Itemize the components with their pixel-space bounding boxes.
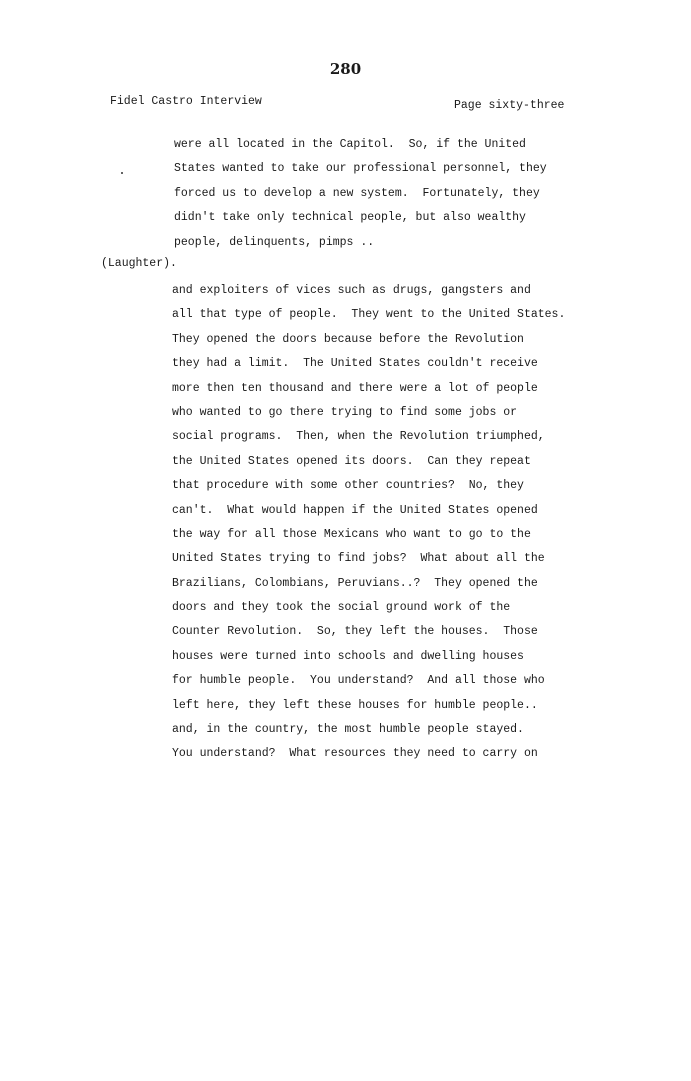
text-line: can't. What would happen if the United States opened xyxy=(172,503,538,517)
text-line: and, in the country, the most humble people stayed. xyxy=(172,723,524,737)
text-line: United States trying to find jobs? What about all the xyxy=(172,552,545,566)
text-line: they had a limit. The United States couldn't receive xyxy=(172,357,538,371)
text-line: houses were turned into schools and dwelling houses xyxy=(172,649,524,663)
paragraph-2 xyxy=(172,279,565,767)
text-line: the United States opened its doors. Can they repeat xyxy=(172,454,531,468)
text-line: all that type of people. They went to the United States. xyxy=(172,308,566,322)
text-line: were all located in the Capitol. So, if the United xyxy=(174,138,526,151)
text-line: social programs. Then, when the Revolution triumphed, xyxy=(172,430,545,444)
text-line: forced us to develop a new system. Fortunately, they xyxy=(174,186,540,200)
text-line: Brazilians, Colombians, Peruvians..? They opened the xyxy=(172,576,538,590)
document-title: Fidel Castro Interview xyxy=(110,95,262,108)
stage-direction: (Laughter). xyxy=(101,257,177,270)
text-line: doors and they took the social ground work of the xyxy=(172,601,511,615)
text-line: Counter Revolution. So, they left the houses. Those xyxy=(172,625,538,639)
text-line: States wanted to take our professional personnel, they xyxy=(174,162,547,176)
text-line: people, delinquents, pimps .. xyxy=(174,235,375,249)
text-line: You understand? What resources they need to carry on xyxy=(172,747,538,761)
text-line: who wanted to go there trying to find some jobs or xyxy=(172,405,518,419)
text-line: They opened the doors because before the Revolution xyxy=(172,332,524,346)
scan-speck xyxy=(121,172,123,174)
text-line: that procedure with some other countries? No, they xyxy=(172,479,524,493)
text-line: didn't take only technical people, but also wealthy xyxy=(174,211,526,225)
page-label: Page sixty-three xyxy=(454,99,565,112)
text-line: and exploiters of vices such as drugs, gangsters and xyxy=(172,284,531,297)
text-line: for humble people. You understand? And all those who xyxy=(172,674,545,688)
page-number: 280 xyxy=(329,60,362,78)
text-line: more then ten thousand and there were a lot of people xyxy=(172,381,538,395)
text-line: left here, they left these houses for humble people.. xyxy=(172,698,538,712)
paragraph-1 xyxy=(174,133,547,255)
text-line: the way for all those Mexicans who want to go to the xyxy=(172,527,531,541)
